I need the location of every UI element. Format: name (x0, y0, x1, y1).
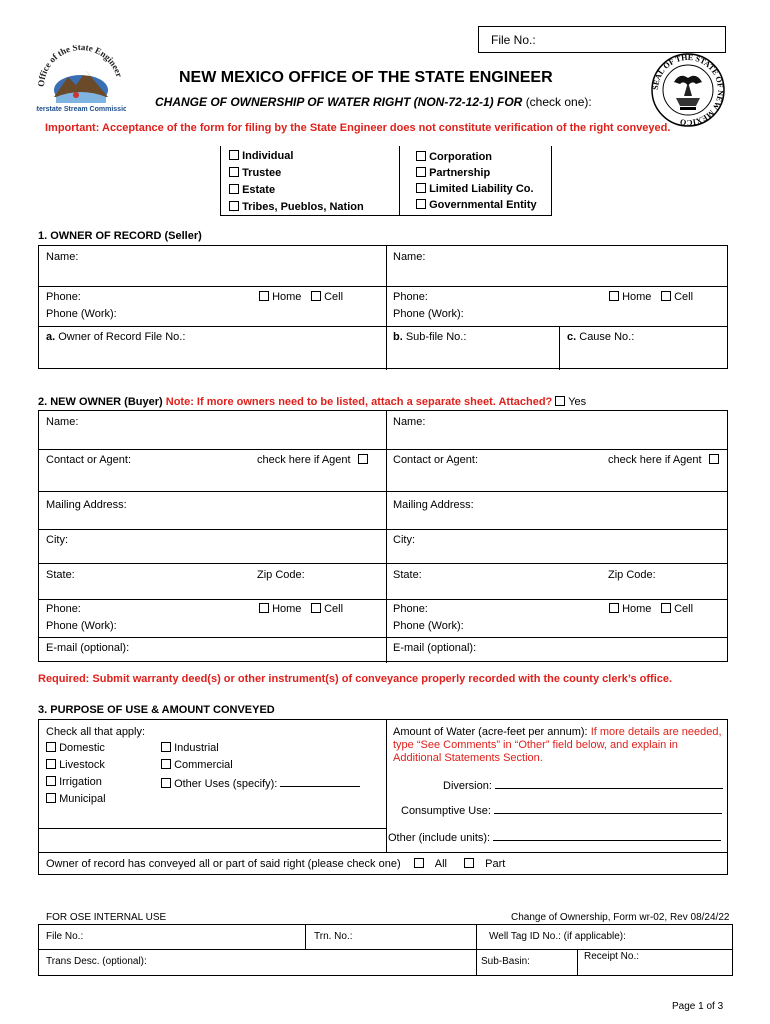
checkbox[interactable] (46, 776, 56, 786)
other-units-field[interactable] (388, 830, 721, 844)
all-checkbox[interactable] (414, 858, 424, 868)
checkbox[interactable] (259, 291, 269, 301)
option-label: Home (272, 291, 302, 303)
owner-type-group (220, 146, 552, 216)
logo-sub-text: terstate Stream Commissio (36, 106, 126, 113)
buyer-state-field[interactable]: State: (46, 569, 75, 581)
amount-note: If more details are needed, type “See Comments” in “Other” field below, and explain in Additional Statements Section. (393, 726, 722, 764)
other-units-input[interactable] (493, 830, 721, 841)
option-label: Individual (242, 150, 294, 162)
buyer2-city-field[interactable]: City: (393, 534, 415, 546)
yes-label: Yes (568, 396, 587, 408)
use-option[interactable] (46, 759, 106, 776)
option-label: Limited Liability Co. (429, 183, 534, 195)
section1-heading: 1. OWNER OF RECORD (Seller) (38, 230, 202, 242)
buyer2-email-field[interactable]: E-mail (optional): (393, 642, 477, 654)
checkbox[interactable] (661, 603, 671, 613)
buyer-mailing-field[interactable]: Mailing Address: (46, 499, 127, 511)
option-label: Cell (674, 291, 694, 303)
internal-use-label: FOR OSE INTERNAL USE (46, 912, 167, 923)
internal-receipt[interactable]: Receipt No.: (584, 951, 640, 962)
other-uses-input[interactable] (280, 776, 360, 787)
buyer2-contact-field[interactable]: Contact or Agent: (393, 454, 478, 466)
buyer-email-field[interactable]: E-mail (optional): (46, 642, 130, 654)
internal-use-table (38, 924, 733, 976)
checkbox[interactable] (311, 291, 321, 301)
page-number: Page 1 of 3 (672, 1001, 724, 1012)
checkbox[interactable] (661, 291, 671, 301)
buyer2-home-option[interactable] (609, 603, 651, 615)
section2-heading (38, 396, 586, 408)
page-title: NEW MEXICO OFFICE OF THE STATE ENGINEER (179, 69, 553, 86)
checkbox[interactable] (416, 151, 426, 161)
buyer-phone-work-field[interactable]: Phone (Work): (46, 620, 117, 632)
checkbox[interactable] (709, 454, 719, 464)
checkbox[interactable] (229, 184, 239, 194)
checkbox[interactable] (46, 793, 56, 803)
use-option[interactable] (46, 742, 106, 759)
checkbox[interactable] (358, 454, 368, 464)
field-label: Other (include units): (388, 832, 491, 844)
prefix: a. (46, 331, 56, 343)
buyer2-agent-option[interactable] (608, 454, 719, 466)
buyer2-state-field[interactable]: State: (393, 569, 422, 581)
internal-trn-no[interactable]: Trn. No.: (314, 931, 353, 942)
seller2-cell-option[interactable] (661, 291, 693, 303)
checkbox[interactable] (161, 778, 171, 788)
checkbox[interactable] (161, 742, 171, 752)
field-label: Sub-file No.: (405, 331, 467, 343)
part-checkbox[interactable] (464, 858, 474, 868)
subtitle-main: CHANGE OF OWNERSHIP OF WATER RIGHT (NON-72-12-1) FOR (155, 95, 523, 109)
use-option[interactable] (46, 776, 106, 793)
internal-sub-basin[interactable]: Sub-Basin: (481, 956, 530, 967)
conveyed-label: Owner of record has conveyed all or part of said right (please check one) (46, 858, 401, 870)
option-label: Governmental Entity (429, 199, 537, 211)
diversion-input[interactable] (495, 778, 723, 789)
consumptive-field[interactable] (401, 803, 722, 817)
seller-name-field[interactable]: Name: (46, 251, 79, 263)
option-label: Home (622, 291, 652, 303)
option-label: check here if Agent (257, 454, 351, 466)
checkbox[interactable] (311, 603, 321, 613)
amount-description (393, 726, 723, 765)
option-label: Home (622, 603, 652, 615)
form-subtitle (155, 95, 592, 109)
option-label: Domestic (59, 742, 105, 754)
checkbox[interactable] (46, 742, 56, 752)
important-notice: Important: Acceptance of the form for filing by the State Engineer does not constitute verification of the right conveyed. (45, 122, 671, 134)
internal-well-tag[interactable]: Well Tag ID No.: (if applicable): (489, 931, 626, 942)
seller2-phone-work-field[interactable]: Phone (Work): (393, 308, 464, 320)
file-no-label: File No.: (491, 33, 536, 47)
option-label: Home (272, 603, 302, 615)
owner-type-option[interactable] (229, 184, 364, 201)
buyer2-name-field[interactable]: Name: (393, 416, 426, 428)
seller2-phone-field[interactable]: Phone: (393, 291, 428, 303)
buyer2-phone-field[interactable]: Phone: (393, 603, 428, 615)
section3-heading: 3. PURPOSE OF USE & AMOUNT CONVEYED (38, 704, 275, 716)
seller-phone-field[interactable]: Phone: (46, 291, 81, 303)
buyer-home-option[interactable] (259, 603, 301, 615)
checkbox[interactable] (46, 759, 56, 769)
buyer2-zip-field[interactable]: Zip Code: (608, 569, 656, 581)
owner-type-option[interactable] (416, 183, 537, 199)
form-id: Change of Ownership, Form wr-02, Rev 08/24/22 (511, 912, 730, 923)
consumptive-input[interactable] (494, 803, 722, 814)
owner-type-option[interactable] (229, 150, 364, 167)
seller-home-option[interactable] (259, 291, 301, 303)
buyer-name-field[interactable]: Name: (46, 416, 79, 428)
section3-table (38, 719, 728, 875)
logo-arc-text: Office of the State Engineer (36, 45, 125, 88)
owner-type-option[interactable] (229, 167, 364, 184)
use-option[interactable] (161, 759, 360, 776)
option-label: Cell (674, 603, 694, 615)
seller2-name-field[interactable]: Name: (393, 251, 426, 263)
use-option[interactable] (46, 793, 106, 810)
field-label: Cause No.: (579, 331, 635, 343)
check-all-label: Check all that apply: (46, 726, 146, 738)
internal-trans-desc[interactable]: Trans Desc. (optional): (46, 956, 147, 967)
owner-type-option[interactable] (416, 199, 537, 215)
field-label: Consumptive Use: (401, 805, 491, 817)
required-notice: Required: Submit warranty deed(s) or other instrument(s) of conveyance properly recorded with the county clerk’s office. (38, 673, 673, 685)
owner-type-option[interactable] (416, 151, 537, 167)
buyer-contact-field[interactable]: Contact or Agent: (46, 454, 131, 466)
buyer-phone-field[interactable]: Phone: (46, 603, 81, 615)
checkbox[interactable] (609, 291, 619, 301)
option-label: Livestock (59, 759, 105, 771)
checkbox[interactable] (229, 167, 239, 177)
buyer2-cell-option[interactable] (661, 603, 693, 615)
option-label: Cell (324, 603, 344, 615)
option-label: Irrigation (59, 776, 102, 788)
checkbox[interactable] (229, 201, 239, 211)
option-label: Estate (242, 184, 276, 196)
diversion-field[interactable] (443, 778, 723, 792)
checkbox[interactable] (609, 603, 619, 613)
field-label: Owner of Record File No.: (58, 331, 186, 343)
internal-file-no[interactable]: File No.: (46, 931, 84, 942)
section1-table (38, 245, 728, 369)
prefix: c. (567, 331, 577, 343)
seller2-home-option[interactable] (609, 291, 651, 303)
owner-type-option[interactable] (416, 167, 537, 183)
buyer2-phone-work-field[interactable]: Phone (Work): (393, 620, 464, 632)
option-label: Cell (324, 291, 344, 303)
option-label: check here if Agent (608, 454, 702, 466)
heading-note: Note: If more owners need to be listed, attach a separate sheet. Attached? (165, 396, 553, 408)
cause-field[interactable] (567, 331, 634, 343)
owner-type-option[interactable] (229, 201, 364, 218)
prefix: b. (393, 331, 403, 343)
use-option[interactable] (161, 742, 360, 759)
field-label: Diversion: (443, 780, 492, 792)
ose-logo (36, 45, 126, 117)
conveyed-row (46, 858, 505, 870)
option-label: Other Uses (specify): (174, 778, 278, 790)
option-label: Municipal (59, 793, 106, 805)
buyer-city-field[interactable]: City: (46, 534, 68, 546)
buyer-agent-option[interactable] (257, 454, 368, 466)
checkbox[interactable] (229, 150, 239, 160)
option-label: Partnership (429, 167, 491, 179)
buyer2-mailing-field[interactable]: Mailing Address: (393, 499, 474, 511)
owner-record-file-field[interactable] (46, 331, 185, 343)
seller-phone-work-field[interactable]: Phone (Work): (46, 308, 117, 320)
use-option[interactable] (161, 776, 360, 793)
checkbox[interactable] (416, 183, 426, 193)
option-label: Tribes, Pueblos, Nation (242, 201, 364, 213)
amount-label: Amount of Water (acre-feet per annum): (393, 726, 588, 738)
option-label: Industrial (174, 742, 219, 754)
option-label: Trustee (242, 167, 282, 179)
attached-checkbox[interactable] (555, 396, 565, 406)
seal-text: SEAL OF THE STATE OF NEW MEXICO (650, 52, 726, 128)
checkbox[interactable] (416, 167, 426, 177)
subfile-field[interactable] (393, 331, 466, 343)
heading-text: 2. NEW OWNER (Buyer) (38, 396, 163, 408)
checkbox[interactable] (259, 603, 269, 613)
option-label: Commercial (174, 759, 233, 771)
file-no-box[interactable] (478, 26, 726, 53)
part-label: Part (485, 858, 506, 870)
state-seal (650, 52, 726, 128)
checkbox[interactable] (416, 199, 426, 209)
option-label: Corporation (429, 151, 493, 163)
checkbox[interactable] (161, 759, 171, 769)
all-label: All (434, 858, 447, 870)
section2-table (38, 410, 728, 662)
subtitle-suffix: (check one): (525, 95, 592, 109)
buyer-zip-field[interactable]: Zip Code: (257, 569, 305, 581)
buyer-cell-option[interactable] (311, 603, 343, 615)
seller-cell-option[interactable] (311, 291, 343, 303)
